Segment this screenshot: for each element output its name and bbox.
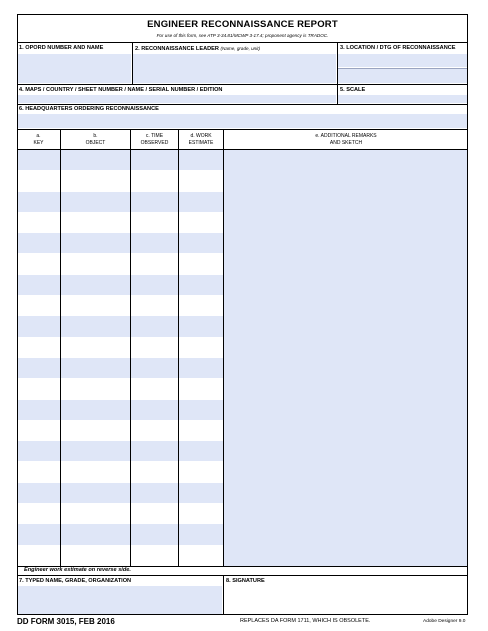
key-cell[interactable] bbox=[18, 233, 60, 253]
object-cell[interactable] bbox=[61, 379, 130, 399]
key-cell[interactable] bbox=[18, 337, 60, 357]
object-cell[interactable] bbox=[61, 400, 130, 420]
key-cell[interactable] bbox=[18, 316, 60, 336]
object-cell[interactable] bbox=[61, 296, 130, 316]
work-estimate-cell[interactable] bbox=[179, 296, 223, 316]
time-cell[interactable] bbox=[131, 171, 178, 191]
time-cell[interactable] bbox=[131, 254, 178, 274]
reconnaissance-leader-field[interactable] bbox=[133, 54, 336, 83]
field-1-label: 1. OPORD NUMBER AND NAME bbox=[19, 45, 104, 51]
col-object-label: OBJECT bbox=[85, 139, 106, 146]
time-cell[interactable] bbox=[131, 524, 178, 544]
form-title: ENGINEER RECONNAISSANCE REPORT bbox=[147, 19, 338, 30]
work-estimate-cell[interactable] bbox=[179, 212, 223, 232]
time-cell[interactable] bbox=[131, 316, 178, 336]
work-estimate-cell[interactable] bbox=[179, 545, 223, 565]
col-remarks-label: AND SKETCH bbox=[329, 139, 363, 146]
time-cell[interactable] bbox=[131, 420, 178, 440]
form-subtitle: For use of this form, see ATP 3-34.81/MCWP 3-17.4; proponent agency is TRADOC. bbox=[156, 33, 329, 38]
work-estimate-cell[interactable] bbox=[179, 441, 223, 461]
time-cell[interactable] bbox=[131, 296, 178, 316]
field-5-label: 5. SCALE bbox=[340, 87, 366, 93]
object-cell[interactable] bbox=[61, 233, 130, 253]
work-estimate-cell[interactable] bbox=[179, 233, 223, 253]
maps-field[interactable] bbox=[18, 95, 336, 103]
time-cell[interactable] bbox=[131, 462, 178, 482]
col-remarks-letter: e. ADDITIONAL REMARKS bbox=[315, 133, 377, 139]
location-dtg-field-top[interactable] bbox=[338, 54, 467, 67]
divider bbox=[17, 104, 468, 105]
work-estimate-cell[interactable] bbox=[179, 379, 223, 399]
reverse-side-note: Engineer work estimate on reverse side. bbox=[24, 567, 131, 573]
time-cell[interactable] bbox=[131, 337, 178, 357]
divider bbox=[17, 129, 468, 130]
col-object-letter: b. bbox=[93, 133, 98, 139]
object-cell[interactable] bbox=[61, 358, 130, 378]
key-cell[interactable] bbox=[18, 524, 60, 544]
key-cell[interactable] bbox=[18, 400, 60, 420]
object-cell[interactable] bbox=[61, 254, 130, 274]
key-cell[interactable] bbox=[18, 420, 60, 440]
object-cell[interactable] bbox=[61, 420, 130, 440]
key-cell[interactable] bbox=[18, 296, 60, 316]
time-cell[interactable] bbox=[131, 545, 178, 565]
work-estimate-cell[interactable] bbox=[179, 462, 223, 482]
key-cell[interactable] bbox=[18, 504, 60, 524]
field-8-label: 8. SIGNATURE bbox=[226, 578, 265, 584]
col-object-header bbox=[61, 133, 130, 146]
key-cell[interactable] bbox=[18, 275, 60, 295]
time-cell[interactable] bbox=[131, 358, 178, 378]
form-id: DD FORM 3015, FEB 2016 bbox=[17, 617, 115, 626]
object-cell[interactable] bbox=[61, 275, 130, 295]
field-6-label: 6. HEADQUARTERS ORDERING RECONNAISSANCE bbox=[19, 106, 159, 112]
col-key-label: KEY bbox=[33, 139, 44, 146]
divider bbox=[17, 575, 468, 576]
col-work-header bbox=[179, 133, 223, 146]
col-time-letter: c. TIME bbox=[145, 133, 164, 139]
col-key-header bbox=[17, 133, 60, 146]
object-cell[interactable] bbox=[61, 441, 130, 461]
work-estimate-cell[interactable] bbox=[179, 400, 223, 420]
key-cell[interactable] bbox=[18, 483, 60, 503]
field-2-sublabel: (Name, grade, unit) bbox=[220, 46, 261, 51]
software-version: Adobe Designer 9.0 bbox=[423, 619, 466, 624]
work-estimate-cell[interactable] bbox=[179, 254, 223, 274]
field-2-label bbox=[135, 45, 260, 53]
object-cell[interactable] bbox=[61, 212, 130, 232]
key-cell[interactable] bbox=[18, 379, 60, 399]
work-estimate-cell[interactable] bbox=[179, 150, 223, 170]
replaces-note: REPLACES DA FORM 1711, WHICH IS OBSOLETE. bbox=[240, 618, 371, 624]
object-cell[interactable] bbox=[61, 316, 130, 336]
field-4-label: 4. MAPS / COUNTRY / SHEET NUMBER / NAME / SERIAL NUMBER / EDITION bbox=[19, 87, 223, 93]
col-time-header bbox=[131, 133, 178, 146]
object-cell[interactable] bbox=[61, 337, 130, 357]
time-cell[interactable] bbox=[131, 504, 178, 524]
object-cell[interactable] bbox=[61, 150, 130, 170]
divider bbox=[17, 42, 468, 43]
col-remarks-header bbox=[224, 133, 468, 146]
scale-field[interactable] bbox=[338, 95, 467, 103]
key-cell[interactable] bbox=[18, 171, 60, 191]
opord-number-field[interactable] bbox=[18, 54, 131, 83]
typed-name-field[interactable] bbox=[18, 586, 222, 614]
time-cell[interactable] bbox=[131, 192, 178, 212]
key-cell[interactable] bbox=[18, 545, 60, 565]
time-cell[interactable] bbox=[131, 150, 178, 170]
work-estimate-cell[interactable] bbox=[179, 275, 223, 295]
headquarters-field[interactable] bbox=[18, 114, 467, 128]
field-3-label: 3. LOCATION / DTG OF RECONNAISSANCE bbox=[340, 45, 456, 51]
time-cell[interactable] bbox=[131, 212, 178, 232]
object-cell[interactable] bbox=[61, 504, 130, 524]
object-cell[interactable] bbox=[61, 192, 130, 212]
key-cell[interactable] bbox=[18, 212, 60, 232]
remarks-sketch-area[interactable] bbox=[224, 150, 467, 566]
work-estimate-cell[interactable] bbox=[179, 420, 223, 440]
time-cell[interactable] bbox=[131, 275, 178, 295]
key-cell[interactable] bbox=[18, 192, 60, 212]
col-key-letter: a. bbox=[36, 133, 41, 139]
object-cell[interactable] bbox=[61, 483, 130, 503]
key-cell[interactable] bbox=[18, 358, 60, 378]
time-cell[interactable] bbox=[131, 379, 178, 399]
key-cell[interactable] bbox=[18, 254, 60, 274]
object-cell[interactable] bbox=[61, 171, 130, 191]
work-estimate-cell[interactable] bbox=[179, 504, 223, 524]
field-7-label: 7. TYPED NAME, GRADE, ORGANIZATION bbox=[19, 578, 132, 584]
work-estimate-cell[interactable] bbox=[179, 316, 223, 336]
object-cell[interactable] bbox=[61, 545, 130, 565]
time-cell[interactable] bbox=[131, 400, 178, 420]
key-cell[interactable] bbox=[18, 150, 60, 170]
field-2-label-text: 2. RECONNAISSANCE LEADER bbox=[135, 46, 219, 52]
key-cell[interactable] bbox=[18, 462, 60, 482]
location-dtg-field-bottom[interactable] bbox=[338, 69, 467, 83]
work-estimate-cell[interactable] bbox=[179, 337, 223, 357]
work-estimate-cell[interactable] bbox=[179, 171, 223, 191]
time-cell[interactable] bbox=[131, 441, 178, 461]
object-cell[interactable] bbox=[61, 524, 130, 544]
col-work-label: ESTIMATE bbox=[188, 139, 214, 146]
col-time-label: OBSERVED bbox=[140, 139, 169, 146]
time-cell[interactable] bbox=[131, 233, 178, 253]
object-cell[interactable] bbox=[61, 462, 130, 482]
work-estimate-cell[interactable] bbox=[179, 358, 223, 378]
key-cell[interactable] bbox=[18, 441, 60, 461]
work-estimate-cell[interactable] bbox=[179, 192, 223, 212]
work-estimate-cell[interactable] bbox=[179, 483, 223, 503]
divider bbox=[17, 84, 468, 85]
time-cell[interactable] bbox=[131, 483, 178, 503]
signature-box[interactable] bbox=[224, 586, 467, 614]
col-work-letter: d. WORK bbox=[190, 133, 212, 139]
work-estimate-cell[interactable] bbox=[179, 524, 223, 544]
